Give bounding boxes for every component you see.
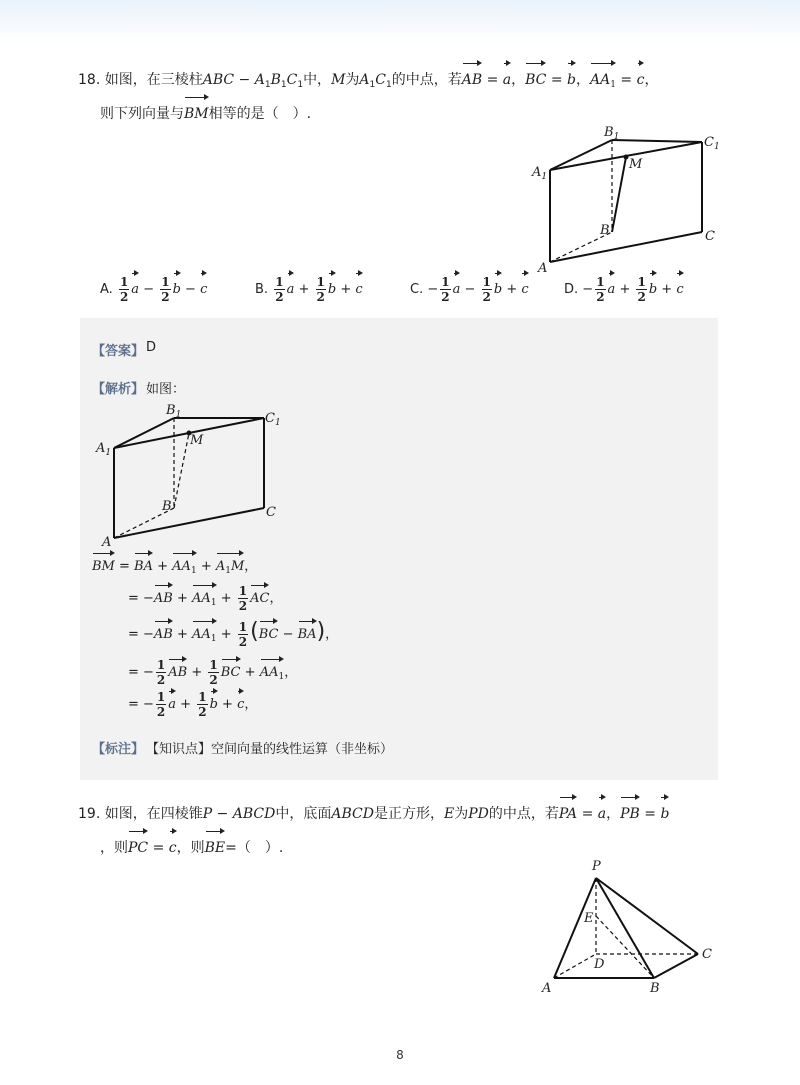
analysis-tag: 【解析】 [92, 382, 145, 397]
pyramid-figure [536, 852, 726, 1002]
svg-text:B1: $B_1$ [604, 125, 620, 142]
svg-text:B: B [600, 223, 610, 238]
svg-text:E: E [584, 911, 594, 926]
answer-tag: 【答案】 [92, 344, 145, 359]
header-band [0, 0, 800, 44]
analysis-text: 如图： [146, 382, 186, 397]
option-a[interactable]: A. $\frac{1}{2}$ a − $\frac{1}{2}$ b − c [100, 272, 207, 305]
question-number: 19. [78, 806, 101, 822]
svg-text:A: A [538, 261, 548, 272]
svg-text:B: B [162, 499, 172, 514]
question-18: 18. 如图，在三棱柱ABC − $A_1B_1C_1$中，M为$A_1C_1$的中点，若AB = a，BC = b，$AA_1 = c$， [78, 62, 728, 100]
question-18-line2: 则下列向量与BM相等的是（ ）. [100, 96, 750, 129]
svg-text:A: A [542, 981, 552, 996]
svg-text:D: D [594, 957, 605, 972]
page-number: 8 [396, 1048, 404, 1062]
svg-text:C: C [702, 947, 712, 962]
svg-text:A1: $A_1$ [532, 165, 548, 182]
option-c[interactable]: C. − $\frac{1}{2}$ a − $\frac{1}{2}$ b + c [410, 272, 529, 305]
svg-text:A: A [102, 535, 112, 548]
svg-text:C1: $C_1$ [265, 411, 281, 428]
note-text: 【知识点】空间向量的线性运算（非坐标） [146, 742, 394, 757]
question-19: 19. 如图，在四棱锥P − ABCD中，底面ABCD是正方形，E为PD的中点，若PA = a，PB = b [78, 796, 728, 829]
question-19-line2: ，则PC = c，则BE=（ ）. [100, 830, 750, 863]
option-d[interactable]: D. − $\frac{1}{2}$ a + $\frac{1}{2}$ b + c [564, 272, 684, 305]
svg-text:B1: $B_1$ [166, 403, 182, 420]
svg-text:B: B [650, 981, 660, 996]
svg-text:A1: $A_1$ [96, 441, 112, 458]
answer-value: D [146, 340, 157, 355]
svg-text:P: P [592, 859, 601, 874]
svg-text:C: C [705, 229, 715, 244]
note-tag: 【标注】 [92, 742, 145, 757]
svg-text:C: C [266, 505, 276, 520]
svg-text:M: M [629, 157, 643, 172]
prism-figure-question [530, 122, 730, 272]
svg-text:M: M [190, 433, 204, 448]
svg-text:C1: $C_1$ [704, 135, 720, 152]
question-text: 如图，在三棱柱 [104, 72, 203, 88]
answer-options [100, 272, 740, 302]
question-number: 18. [78, 72, 101, 88]
prism-figure-solution [92, 398, 292, 548]
option-b[interactable]: B. $\frac{1}{2}$ a + $\frac{1}{2}$ b + c [255, 272, 363, 305]
